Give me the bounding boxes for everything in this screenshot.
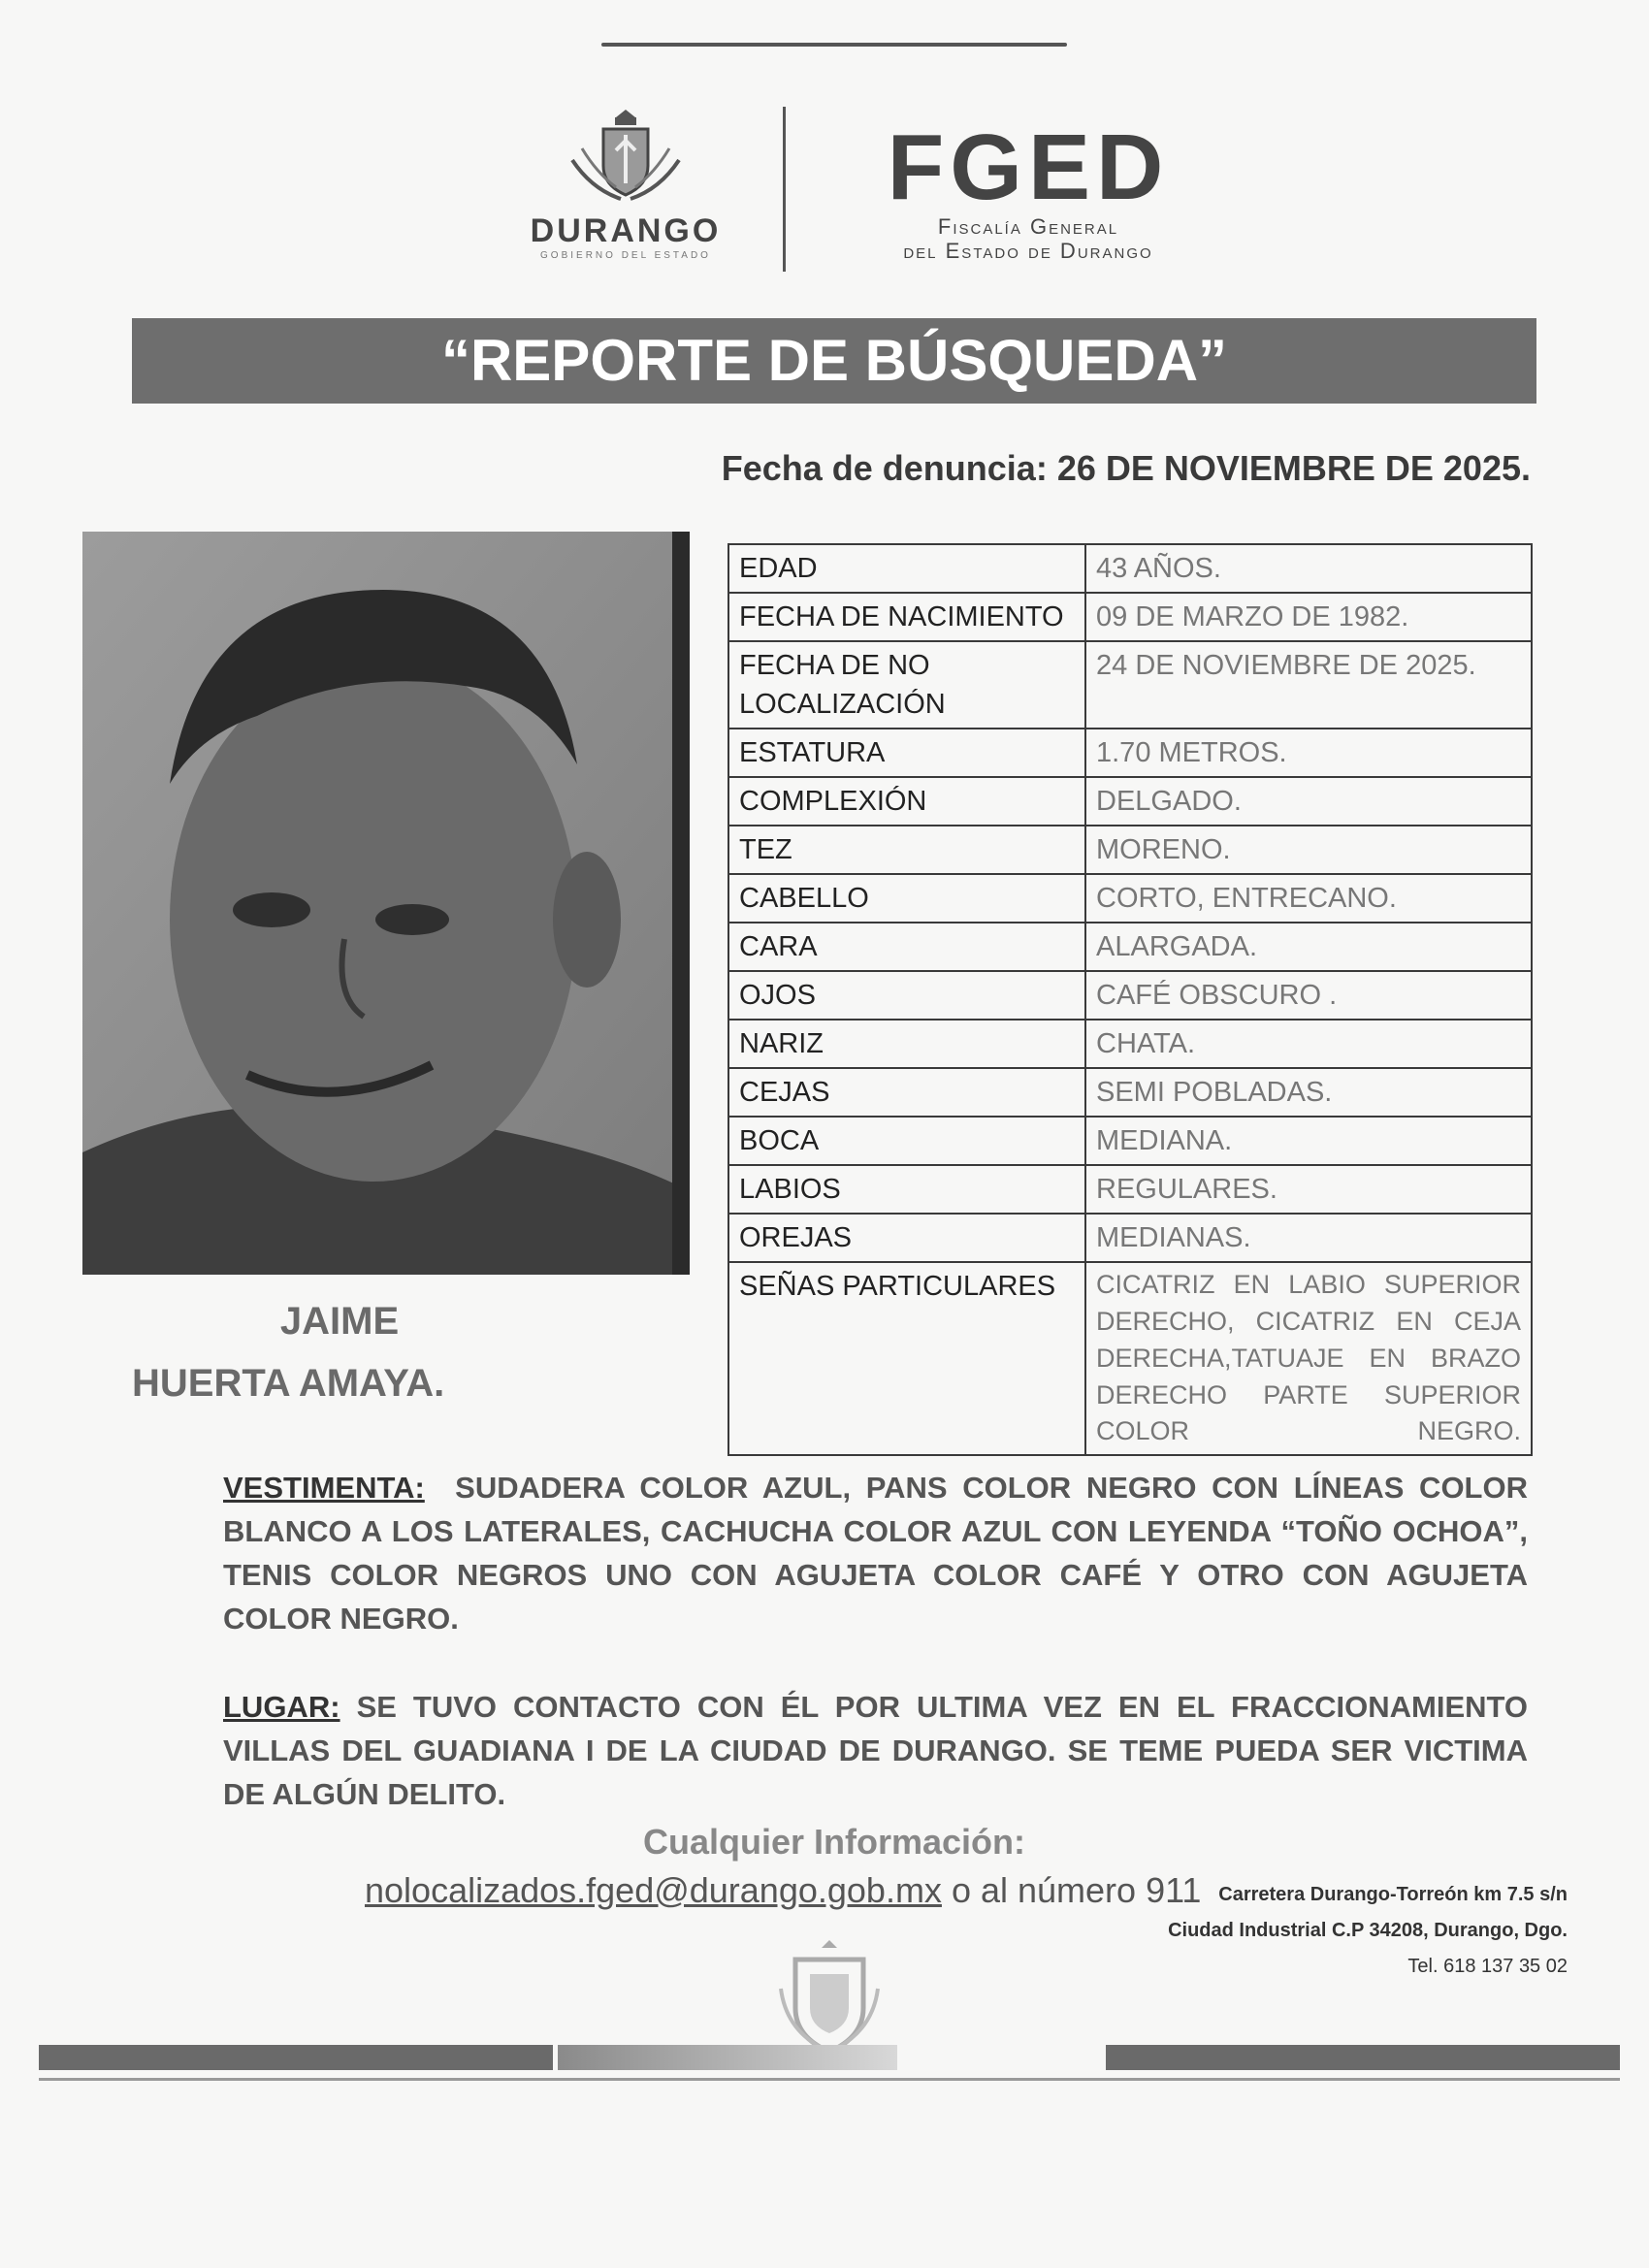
detail-value: MORENO. (1085, 826, 1532, 874)
agency-address (970, 1877, 1568, 1985)
state-logo-subtext: GOBIERNO DEL ESTADO (540, 250, 711, 261)
detail-value: ALARGADA. (1085, 923, 1532, 971)
detail-label: FECHA DE NACIMIENTO (728, 593, 1085, 641)
location-paragraph (223, 1686, 1528, 1817)
address-phone: Tel. 618 137 35 02 (1407, 1956, 1568, 1977)
table-row (728, 1020, 1532, 1068)
table-row (728, 641, 1532, 729)
detail-value: CICATRIZ EN LABIO SUPERIOR DERECHO, CICATRIZ EN CEJA DERECHA,TATUAJE EN BRAZO DERECHO PARTE SUPERIOR COLOR NEGRO. (1085, 1262, 1532, 1455)
agency-name-line2: del Estado de Durango (903, 239, 1153, 264)
detail-label: CARA (728, 923, 1085, 971)
table-row (728, 593, 1532, 641)
detail-label: COMPLEXIÓN (728, 777, 1085, 826)
detail-value: REGULARES. (1085, 1165, 1532, 1214)
person-first-name: JAIME (279, 1300, 400, 1343)
person-portrait-icon (82, 532, 690, 1275)
person-details-table (728, 543, 1533, 1456)
table-row (728, 1262, 1532, 1455)
detail-label: SEÑAS PARTICULARES (728, 1262, 1085, 1455)
page-title: “REPORTE DE BÚSQUEDA” (132, 318, 1536, 404)
contact-email-link[interactable]: nolocalizados.fged@durango.gob.mx (365, 1870, 942, 1910)
detail-value: MEDIANAS. (1085, 1214, 1532, 1262)
contact-heading: Cualquier Información: (642, 1822, 1026, 1862)
footer-band-middle (558, 2045, 897, 2070)
table-row (728, 1117, 1532, 1165)
person-last-name: HUERTA AMAYA. (132, 1362, 445, 1405)
detail-label: BOCA (728, 1117, 1085, 1165)
footer-band-left (39, 2045, 553, 2070)
clothing-text: SUDADERA COLOR AZUL, PANS COLOR NEGRO CON LÍNEAS COLOR BLANCO A LOS LATERALES, CACHUCHA COLOR AZUL CON LEYENDA “TOÑO OCHOA”, TENIS COLOR NEGROS UNO CON AGUJETA COLOR CAFÉ Y OTRO CON AGUJETA COLOR NEGRO. (223, 1471, 1528, 1636)
detail-label: LABIOS (728, 1165, 1085, 1214)
table-row (728, 971, 1532, 1020)
table-row (728, 544, 1532, 593)
table-row (728, 923, 1532, 971)
state-logo-text: DURANGO (530, 212, 722, 249)
footer-band-right (1106, 2045, 1620, 2070)
clothing-paragraph (223, 1467, 1528, 1641)
detail-value: 43 AÑOS. (1085, 544, 1532, 593)
detail-value: 1.70 METROS. (1085, 729, 1532, 777)
detail-value: MEDIANA. (1085, 1117, 1532, 1165)
address-line2: Ciudad Industrial C.P 34208, Durango, Dgo. (1168, 1920, 1568, 1941)
clothing-label: VESTIMENTA: (223, 1471, 425, 1505)
agency-acronym: FGED (887, 115, 1170, 219)
footer-rule (39, 2078, 1620, 2081)
table-row (728, 874, 1532, 923)
detail-label: NARIZ (728, 1020, 1085, 1068)
top-rule (601, 43, 1067, 47)
detail-label: CABELLO (728, 874, 1085, 923)
person-name (97, 1290, 582, 1414)
detail-value: DELGADO. (1085, 777, 1532, 826)
detail-label: OJOS (728, 971, 1085, 1020)
detail-label: CEJAS (728, 1068, 1085, 1117)
detail-value: CAFÉ OBSCURO . (1085, 971, 1532, 1020)
detail-value: CORTO, ENTRECANO. (1085, 874, 1532, 923)
table-row (728, 777, 1532, 826)
detail-label: OREJAS (728, 1214, 1085, 1262)
detail-value: 09 DE MARZO DE 1982. (1085, 593, 1532, 641)
missing-person-photo (82, 532, 690, 1275)
detail-value: CHATA. (1085, 1020, 1532, 1068)
location-text: SE TUVO CONTACTO CON ÉL POR ULTIMA VEZ EN EL FRACCIONAMIENTO VILLAS DEL GUADIANA I DE LA CIUDAD DE DURANGO. SE TEME PUEDA SER VICTIMA DE ALGÚN DELITO. (223, 1690, 1528, 1811)
header-divider (783, 107, 786, 272)
detail-label: ESTATURA (728, 729, 1085, 777)
agency-logo (844, 115, 1212, 264)
photo-frame-edge (672, 532, 690, 1275)
table-row (728, 729, 1532, 777)
table-row (728, 1165, 1532, 1214)
state-crest-icon (563, 102, 689, 209)
detail-label: TEZ (728, 826, 1085, 874)
table-row (728, 1214, 1532, 1262)
agency-name-line1: Fiscalía General (937, 214, 1119, 239)
location-label: LUGAR: (223, 1690, 340, 1724)
table-row (728, 1068, 1532, 1117)
detail-value: SEMI POBLADAS. (1085, 1068, 1532, 1117)
detail-label: EDAD (728, 544, 1085, 593)
detail-value: 24 DE NOVIEMBRE DE 2025. (1085, 641, 1532, 729)
address-line1: Carretera Durango-Torreón km 7.5 s/n (1218, 1884, 1568, 1905)
state-logo (456, 102, 795, 276)
report-date: Fecha de denuncia: 26 DE NOVIEMBRE DE 2025. (721, 448, 1531, 488)
contact-phone-text: o al número 911 (951, 1870, 1202, 1910)
table-row (728, 826, 1532, 874)
detail-label: FECHA DE NO LOCALIZACIÓN (728, 641, 1085, 729)
